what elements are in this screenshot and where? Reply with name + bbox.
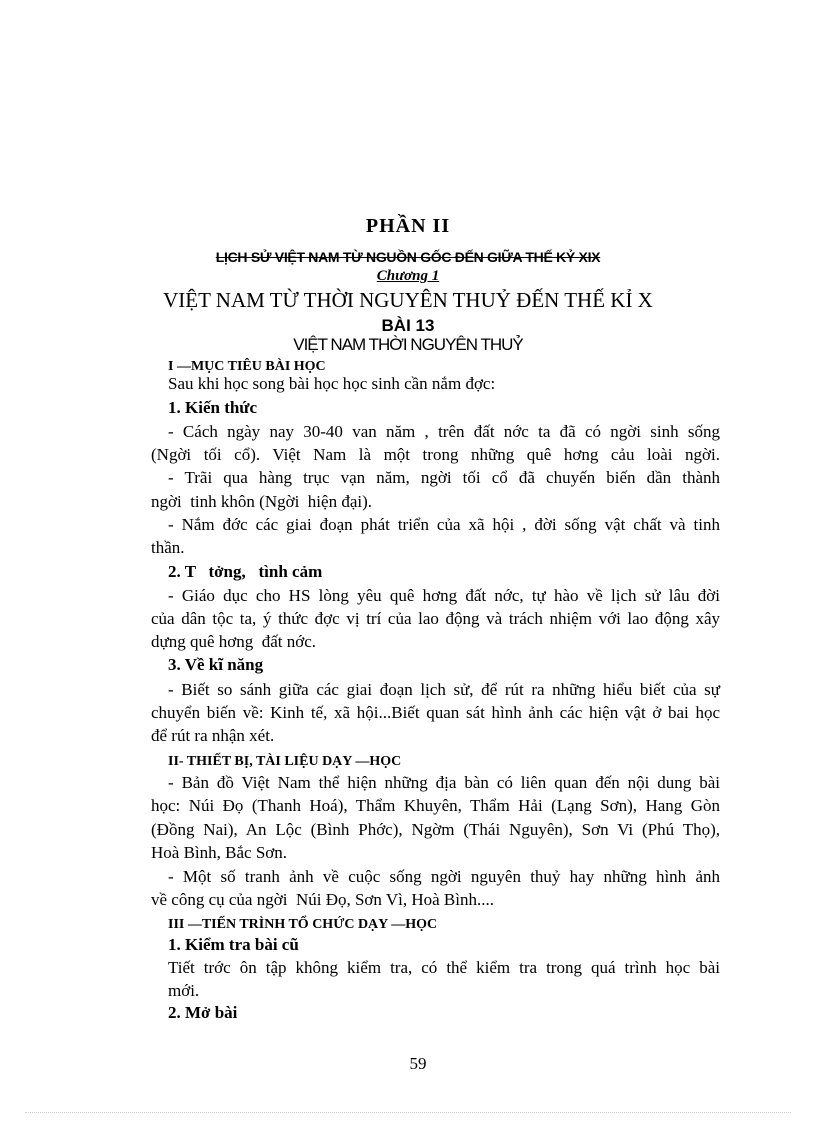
- part-heading: PHẦN II: [365, 215, 451, 237]
- lesson-title: VIỆT NAM THỜI NGUYÊN THUỶ: [293, 335, 523, 354]
- paragraph-line: - Trãi qua hàng trục vạn năm, ngời tối cổ đã chuyến biến dần thành: [168, 468, 720, 487]
- paragraph-line: học: Núi Đọ (Thanh Hoá), Thẩm Khuyên, Thẩm Hải (Lạng Sơn), Hang Gòn: [151, 796, 720, 815]
- paragraph-line: Tiết trớc ôn tập không kiểm tra, có thể kiểm tra trong quá trình học bài: [168, 958, 720, 977]
- paragraph-line: thần.: [151, 538, 185, 557]
- lesson-number: BÀI 13: [381, 316, 435, 335]
- section-subtitle: LỊCH SỬ VIỆT NAM TỪ NGUỒN GỐC ĐẾN GIỮA THẾ KỶ XIX: [215, 249, 601, 265]
- section-heading-objectives: I —MỤC TIÊU BÀI HỌC: [168, 359, 326, 374]
- paragraph-line: Sau khi học song bài học học sinh cần nắm đợc:: [168, 374, 496, 393]
- paragraph-line: - Nắm đớc các giai đoạn phát triển của xã hội , đời sống vật chất và tinh: [168, 515, 720, 534]
- section-heading-equipment: II- THIẾT BỊ, TÀI LIỆU DẠY —HỌC: [168, 754, 402, 769]
- page-number: 59: [409, 1054, 427, 1073]
- page-border: [25, 1112, 791, 1113]
- chapter-label: Chương 1: [376, 268, 440, 284]
- paragraph-line: - Cách ngày nay 30-40 van năm , trên đất nớc ta đã có ngời sinh sống: [168, 422, 720, 441]
- paragraph-line: về công cụ của ngời Núi Đọ, Sơn Vì, Hoà Bình....: [151, 890, 494, 909]
- paragraph-line: - Một số tranh ảnh về cuộc sống ngời nguyên thuỷ hay những hình ảnh: [168, 867, 720, 886]
- paragraph-line: dựng quê hơng đất nớc.: [151, 632, 317, 651]
- subheading-knowledge: 1. Kiến thức: [168, 398, 258, 417]
- subheading-skills: 3. Về kĩ năng: [168, 655, 264, 674]
- paragraph-line: chuyển biến về: Kinh tế, xã hội...Biết quan sát hình ảnh các hiện vật ở bai học: [151, 703, 720, 722]
- paragraph-line: (Đồng Nai), An Lộc (Bình Phớc), Ngờm (Thái Nguyên), Sơn Vi (Phú Thọ),: [151, 820, 720, 839]
- subheading-review: 1. Kiểm tra bài cũ: [168, 935, 299, 954]
- paragraph-line: - Giáo dục cho HS lòng yêu quê hơng đất nớc, tự hào về lịch sử lâu đời: [168, 586, 720, 605]
- section-heading-process: III —TIẾN TRÌNH TỔ CHỨC DẠY —HỌC: [168, 917, 438, 932]
- subheading-intro: 2. Mở bài: [168, 1003, 238, 1022]
- paragraph-line: Hoà Bình, Bắc Sơn.: [151, 843, 288, 862]
- paragraph-line: ngời tinh khôn (Ngời hiện đại).: [151, 492, 373, 511]
- paragraph-line: - Biết so sánh giữa các giai đoạn lịch sử, để rút ra những hiểu biết của sự: [168, 680, 720, 699]
- paragraph-line: để rút ra nhận xét.: [151, 726, 275, 745]
- subheading-attitude: 2. T tởng, tình cảm: [168, 562, 323, 581]
- paragraph-line: - Bản đồ Việt Nam thể hiện những địa bàn có liên quan đến nội dung bài: [168, 773, 720, 792]
- chapter-title: VIỆT NAM TỪ THỜI NGUYÊN THUỶ ĐẾN THẾ KỈ X: [163, 288, 653, 312]
- paragraph-line: của dân tộc ta, ý thức đợc vị trí của lao động và trách nhiệm với lao động xây: [151, 609, 720, 628]
- paragraph-line: (Ngời tối cổ). Việt Nam là một trong những quê hơng cảu loài ngời.: [151, 445, 720, 464]
- paragraph-line: mới.: [168, 981, 200, 1000]
